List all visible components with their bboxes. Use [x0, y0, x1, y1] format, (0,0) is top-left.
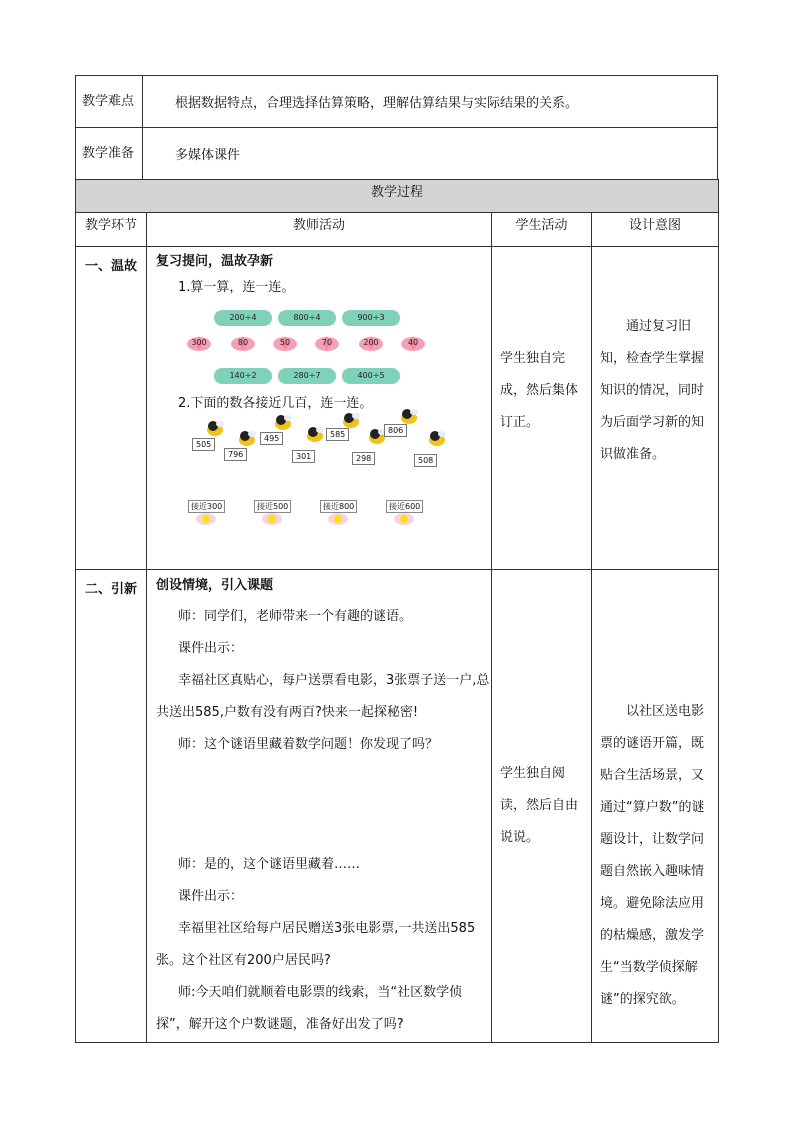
col-design: 设计意图	[592, 213, 719, 247]
task1-text: 1.算一算，连一连。	[178, 280, 295, 295]
flower-icon	[196, 512, 216, 526]
section-review-row	[76, 247, 719, 570]
section-intro-row	[76, 570, 719, 1043]
cloud-expression: 280÷7	[278, 368, 336, 384]
preparation-row	[76, 128, 718, 180]
lotus-value: 50	[272, 334, 298, 352]
top-table	[75, 75, 718, 180]
near-target: 接近800	[320, 500, 358, 528]
section-intro-teacher	[147, 570, 492, 1043]
section-intro-design: 以社区送电影票的谜语开篇，既贴合生活场景，又通过“算户数”的谜题设计，让数学问题自然嵌入趣味情境。避免除法应用的枯燥感，激发学生“当数学侦探解谜”的探究欲。	[592, 570, 719, 1043]
intro-paragraph: 师：是的，这个谜语里藏着……	[178, 857, 361, 872]
difficulty-row	[76, 76, 718, 128]
cloud-expression: 400÷5	[342, 368, 400, 384]
intro-paragraph: 课件出示：	[178, 889, 244, 904]
bee-icon	[304, 426, 326, 444]
bee-icon	[272, 414, 294, 432]
process-title: 教学过程	[76, 180, 719, 213]
bee-icon	[236, 430, 258, 448]
section-review-teacher	[147, 247, 492, 570]
intro-paragraph: 师:今天咱们就顺着电影票的线索，当“社区数学侦探”，解开这个户数谜题，准备好出发了吗?	[156, 985, 463, 1032]
flower-icon	[328, 512, 348, 526]
lotus-value: 40	[400, 334, 426, 352]
col-teacher: 教师活动	[147, 213, 492, 247]
section-review-stage: 一、温故	[76, 247, 147, 570]
problem-text: 幸福里社区给每户居民赠送3张电影票,一共送出585张。这个社区有200户居民吗?	[156, 921, 476, 968]
col-stage: 教学环节	[76, 213, 147, 247]
lotus-value: 80	[230, 334, 256, 352]
bee-icon	[426, 430, 448, 448]
section-intro-stage: 二、引新	[76, 570, 147, 1043]
near-target: 接近500	[254, 500, 292, 528]
process-table	[75, 179, 719, 1043]
division-matching-figure	[148, 306, 490, 390]
difficulty-value: 根据数据特点，合理选择估算策略，理解估算结果与实际结果的关系。	[143, 76, 718, 128]
cloud-expression: 200÷4	[214, 310, 272, 326]
difficulty-label: 教学难点	[76, 76, 143, 128]
flower-icon	[262, 512, 282, 526]
rounding-matching-figure: 505 796 495 301 585 298 806 508 接近300 接近500 接近800 接近600	[148, 418, 490, 536]
near-target: 接近300	[188, 500, 226, 528]
intro-paragraph: 师：这个谜语里藏着数学问题！你发现了吗？	[178, 737, 439, 752]
riddle-text: 幸福社区真贴心，每户送票看电影，3张票子送一户,总共送出585,户数有没有两百?快来一起探秘密!	[156, 673, 490, 720]
preparation-label: 教学准备	[76, 128, 143, 180]
preparation-value: 多媒体课件	[143, 128, 718, 180]
task2-text: 2.下面的数各接近几百，连一连。	[178, 396, 373, 411]
lotus-value: 70	[314, 334, 340, 352]
near-target: 接近600	[386, 500, 424, 528]
section-intro-heading: 创设情境，引入课题	[156, 578, 274, 593]
cloud-expression: 800÷4	[278, 310, 336, 326]
lotus-value: 300	[186, 334, 212, 352]
lotus-value: 200	[358, 334, 384, 352]
intro-paragraph: 师：同学们，老师带来一个有趣的谜语。	[178, 609, 413, 624]
section-review-design: 通过复习旧知，检查学生掌握知识的情况，同时为后面学习新的知识做准备。	[592, 247, 719, 570]
intro-paragraph: 课件出示：	[178, 641, 244, 656]
section-intro-student: 学生独自阅读，然后自由说说。	[492, 570, 592, 1043]
cloud-expression: 900÷3	[342, 310, 400, 326]
section-review-heading: 复习提问，温故孕新	[156, 254, 274, 269]
process-title-row	[76, 180, 719, 213]
flower-icon	[394, 512, 414, 526]
column-header-row	[76, 213, 719, 247]
bee-icon	[204, 420, 226, 438]
col-student: 学生活动	[492, 213, 592, 247]
blank-space	[148, 761, 490, 849]
cloud-expression: 140÷2	[214, 368, 272, 384]
section-review-student: 学生独自完成，然后集体订正。	[492, 247, 592, 570]
